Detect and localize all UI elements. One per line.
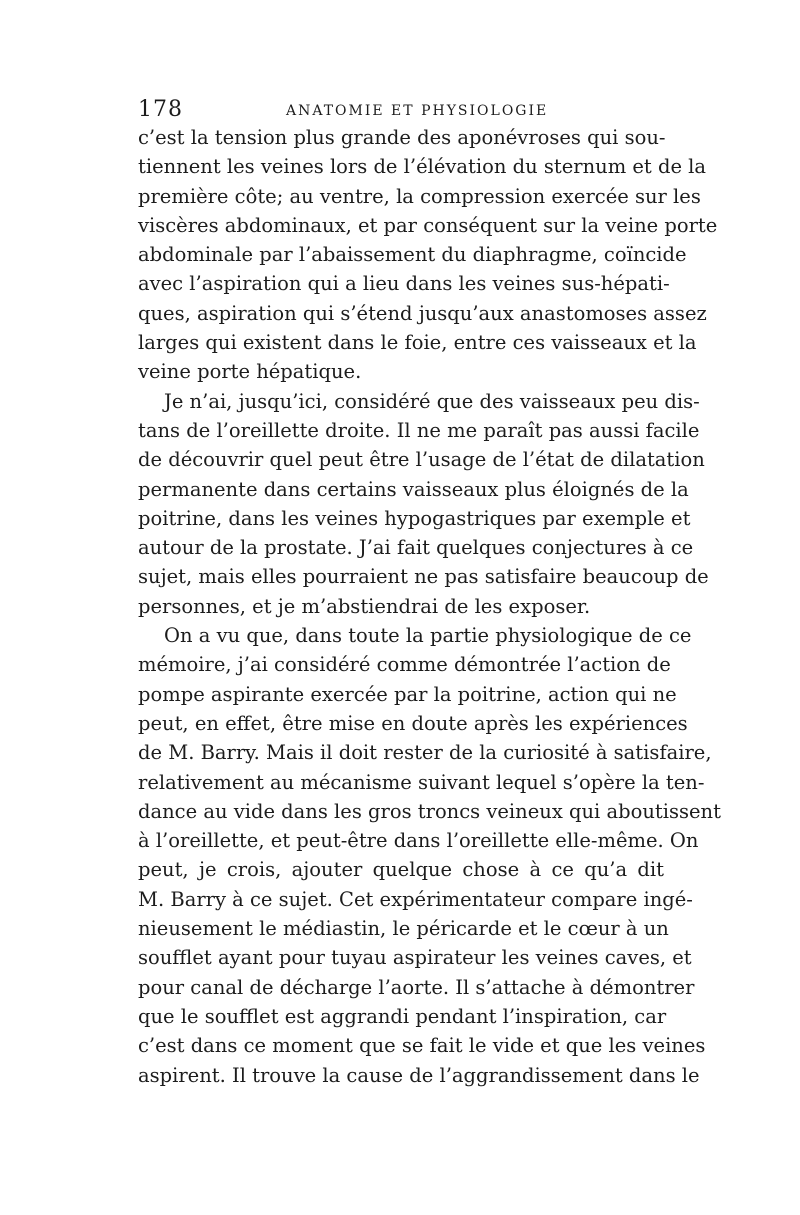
text-line: Je n’ai, jusqu’ici, considéré que des vaisseaux peu dis- — [164, 389, 700, 413]
text-line: M. Barry à ce sujet. Cet expérimentateur compare ingé- — [138, 887, 693, 911]
text-line: mémoire, j’ai considéré comme démontrée l’action de — [138, 653, 671, 677]
text-line: nieusement le médiastin, le péricarde et le cœur à un — [138, 917, 669, 941]
text-line: avec l’aspiration qui a lieu dans les veines sus-hépati- — [138, 272, 670, 296]
text-line: poitrine, dans les veines hypogastriques par exemple et — [138, 506, 691, 530]
body-text — [138, 123, 721, 1090]
text-line: que le soufflet est aggrandi pendant l’inspiration, car — [138, 1004, 667, 1028]
running-head — [138, 95, 664, 125]
text-line: à l’oreillette, et peut-être dans l’oreillette elle-même. On — [138, 829, 699, 853]
text-line: viscères abdominaux, et par conséquent sur la veine porte — [138, 213, 718, 237]
text-line: pompe aspirante exercée par la poitrine, action qui ne — [138, 682, 677, 706]
text-line: On a vu que, dans toute la partie physiologique de ce — [164, 624, 692, 648]
text-line: c’est dans ce moment que se fait le vide et que les veines — [138, 1034, 706, 1058]
text-line: ques, aspiration qui s’étend jusqu’aux anastomoses assez — [138, 301, 707, 325]
text-line: relativement au mécanisme suivant lequel s’opère la ten- — [138, 770, 705, 794]
text-line: personnes, et je m’abstiendrai de les exposer. — [138, 594, 591, 618]
text-line: larges qui existent dans le foie, entre ces vaisseaux et la — [138, 331, 697, 355]
text-line: pour canal de décharge l’aorte. Il s’attache à démontrer — [138, 975, 695, 999]
page-number: 178 — [138, 97, 183, 122]
text-line: soufflet ayant pour tuyau aspirateur les veines caves, et — [138, 946, 692, 970]
text-line: veine porte hépatique. — [138, 360, 362, 384]
text-line: permanente dans certains vaisseaux plus éloignés de la — [138, 477, 689, 501]
text-line: de découvrir quel peut être l’usage de l’état de dilatation — [138, 448, 705, 472]
text-line: dance au vide dans les gros troncs veineux qui aboutissent — [138, 799, 721, 823]
text-line: abdominale par l’abaissement du diaphragme, coïncide — [138, 243, 687, 267]
text-line: c’est la tension plus grande des aponévroses qui sou- — [138, 126, 666, 149]
text-line: peut, je crois, ajouter quelque chose à ce qu’a dit — [138, 858, 664, 882]
text-line: première côte; au ventre, la compression exercée sur les — [138, 184, 701, 208]
running-title: ANATOMIE ET PHYSIOLOGIE — [286, 103, 549, 119]
text-line: peut, en effet, être mise en doute après les expériences — [138, 711, 688, 735]
text-line: sujet, mais elles pourraient ne pas satisfaire beaucoup de — [138, 565, 709, 589]
text-line: de M. Barry. Mais il doit rester de la curiosité à satisfaire, — [138, 741, 712, 765]
text-line: autour de la prostate. J’ai fait quelques conjectures à ce — [138, 536, 694, 560]
text-line: aspirent. Il trouve la cause de l’aggrandissement dans le — [138, 1063, 700, 1087]
text-line: tans de l’oreillette droite. Il ne me paraît pas aussi facile — [138, 418, 700, 442]
text-line: tiennent les veines lors de l’élévation du sternum et de la — [138, 155, 707, 179]
